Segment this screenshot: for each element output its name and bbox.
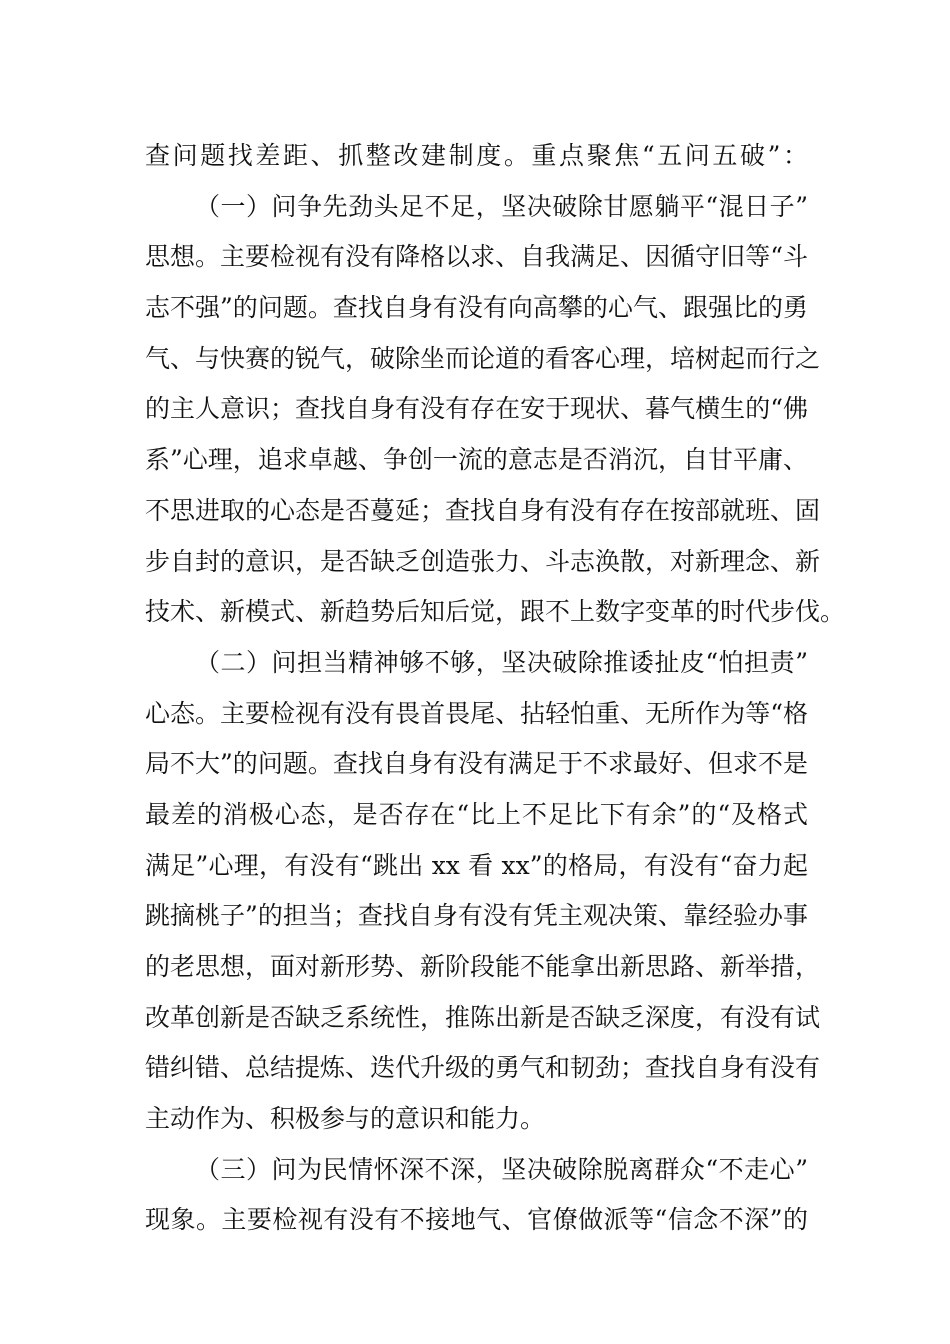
text-line: 局不大”的问题。查找自身有没有满足于不求最好、但求不是 bbox=[145, 749, 808, 779]
text-line: 满足”心理，有没有“跳出 xx 看 xx”的格局，有没有“奋力起 bbox=[145, 850, 808, 880]
text-line: 不思进取的心态是否蔓延；查找自身有没有存在按部就班、固 bbox=[145, 495, 821, 525]
text-line: 最差的消极心态，是否存在“比上不足比下有余”的“及格式 bbox=[145, 799, 808, 829]
text-line: 查问题找差距、抓整改建制度。重点聚焦“五问五破”： bbox=[145, 141, 808, 170]
text-line: 技术、新模式、新趋势后知后觉，跟不上数字变革的时代步伐。 bbox=[145, 597, 846, 627]
text-line: 步自封的意识，是否缺乏创造张力、斗志涣散，对新理念、新 bbox=[145, 546, 821, 576]
paragraph-heading-2: （二）问担当精神够不够，坚决破除推诿扯皮“怕担责” bbox=[195, 647, 808, 677]
document-body bbox=[145, 131, 846, 1246]
text-line: 的老思想，面对新形势、新阶段能不能拿出新思路、新举措， bbox=[145, 952, 821, 981]
text-line: 心态。主要检视有没有畏首畏尾、拈轻怕重、无所作为等“格 bbox=[145, 698, 808, 728]
text-line: 改革创新是否缺乏系统性，推陈出新是否缺乏深度，有没有试 bbox=[145, 1002, 821, 1032]
text-line: 错纠错、总结提炼、迭代升级的勇气和韧劲；查找自身有没有 bbox=[145, 1053, 821, 1083]
text-line: 现象。主要检视有没有不接地气、官僚做派等“信念不深”的 bbox=[145, 1205, 808, 1235]
text-line: 的主人意识；查找自身有没有存在安于现状、暮气横生的“佛 bbox=[145, 394, 808, 424]
text-line: 主动作为、积极参与的意识和能力。 bbox=[145, 1104, 546, 1134]
paragraph-heading-3: （三）问为民情怀深不深，坚决破除脱离群众“不走心” bbox=[195, 1154, 808, 1184]
text-line: 跳摘桃子”的担当；查找自身有没有凭主观决策、靠经验办事 bbox=[145, 901, 808, 931]
text-line: 系”心理，追求卓越、争创一流的意志是否消沉，自甘平庸、 bbox=[145, 445, 808, 475]
paragraph-heading-1: （一）问争先劲头足不足，坚决破除甘愿躺平“混日子” bbox=[195, 191, 808, 221]
text-line: 志不强”的问题。查找自身有没有向高攀的心气、跟强比的勇 bbox=[145, 293, 808, 323]
text-line: 气、与快赛的锐气，破除坐而论道的看客心理，培树起而行之 bbox=[145, 343, 821, 373]
text-line: 思想。主要检视有没有降格以求、自我满足、因循守旧等“斗 bbox=[145, 242, 808, 272]
